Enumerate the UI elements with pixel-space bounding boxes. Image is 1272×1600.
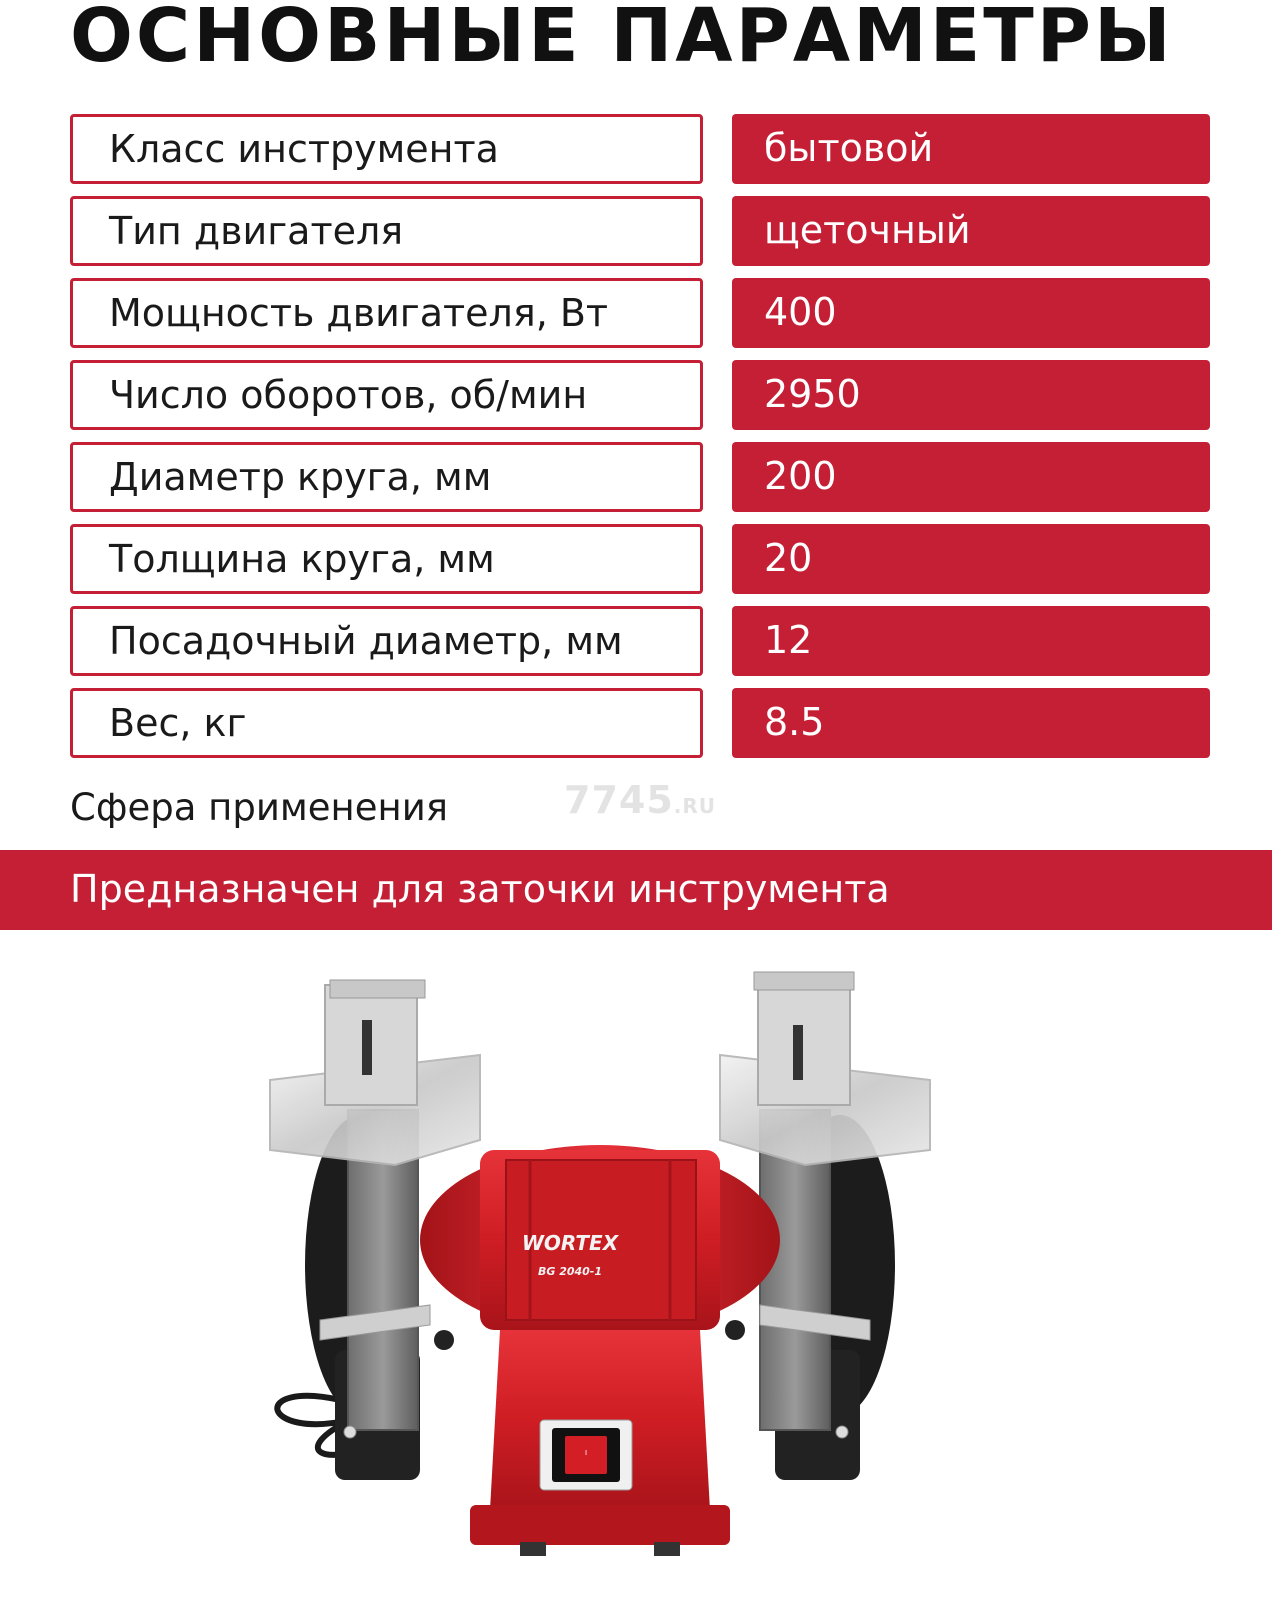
spec-value: 400	[732, 278, 1210, 348]
usage-label: Сфера применения	[70, 786, 449, 829]
watermark-suffix: .RU	[673, 794, 717, 818]
spec-value: 2950	[732, 360, 1210, 430]
watermark	[564, 778, 716, 822]
spec-row	[70, 114, 1210, 184]
model-label: BG 2040-1	[537, 1265, 603, 1278]
spec-value: 200	[732, 442, 1210, 512]
spec-label: Вес, кг	[70, 688, 703, 758]
spec-label: Мощность двигателя, Вт	[70, 278, 703, 348]
spec-label: Класс инструмента	[70, 114, 703, 184]
spec-row	[70, 196, 1210, 266]
spec-value: 12	[732, 606, 1210, 676]
spec-value: щеточный	[732, 196, 1210, 266]
spec-row	[70, 688, 1210, 758]
page-title: ОСНОВНЫЕ ПАРАМЕТРЫ	[70, 0, 1174, 79]
spec-row	[70, 278, 1210, 348]
spec-label: Толщина круга, мм	[70, 524, 703, 594]
motor-housing	[420, 1145, 780, 1556]
spec-value: 20	[732, 524, 1210, 594]
spec-value: 8.5	[732, 688, 1210, 758]
product-photo	[230, 950, 1040, 1590]
spec-row	[70, 442, 1210, 512]
spec-label: Посадочный диаметр, мм	[70, 606, 703, 676]
spec-row	[70, 360, 1210, 430]
svg-text:I: I	[584, 1449, 588, 1457]
spec-label: Диаметр круга, мм	[70, 442, 703, 512]
brand-logo: WORTEX	[521, 1231, 619, 1255]
usage-band	[0, 850, 1272, 930]
usage-text: Предназначен для заточки инструмента	[70, 867, 890, 911]
spec-label: Число оборотов, об/мин	[70, 360, 703, 430]
spec-row	[70, 524, 1210, 594]
spec-row	[70, 606, 1210, 676]
spec-label: Тип двигателя	[70, 196, 703, 266]
spec-value: бытовой	[732, 114, 1210, 184]
watermark-main: 7745	[564, 778, 674, 822]
